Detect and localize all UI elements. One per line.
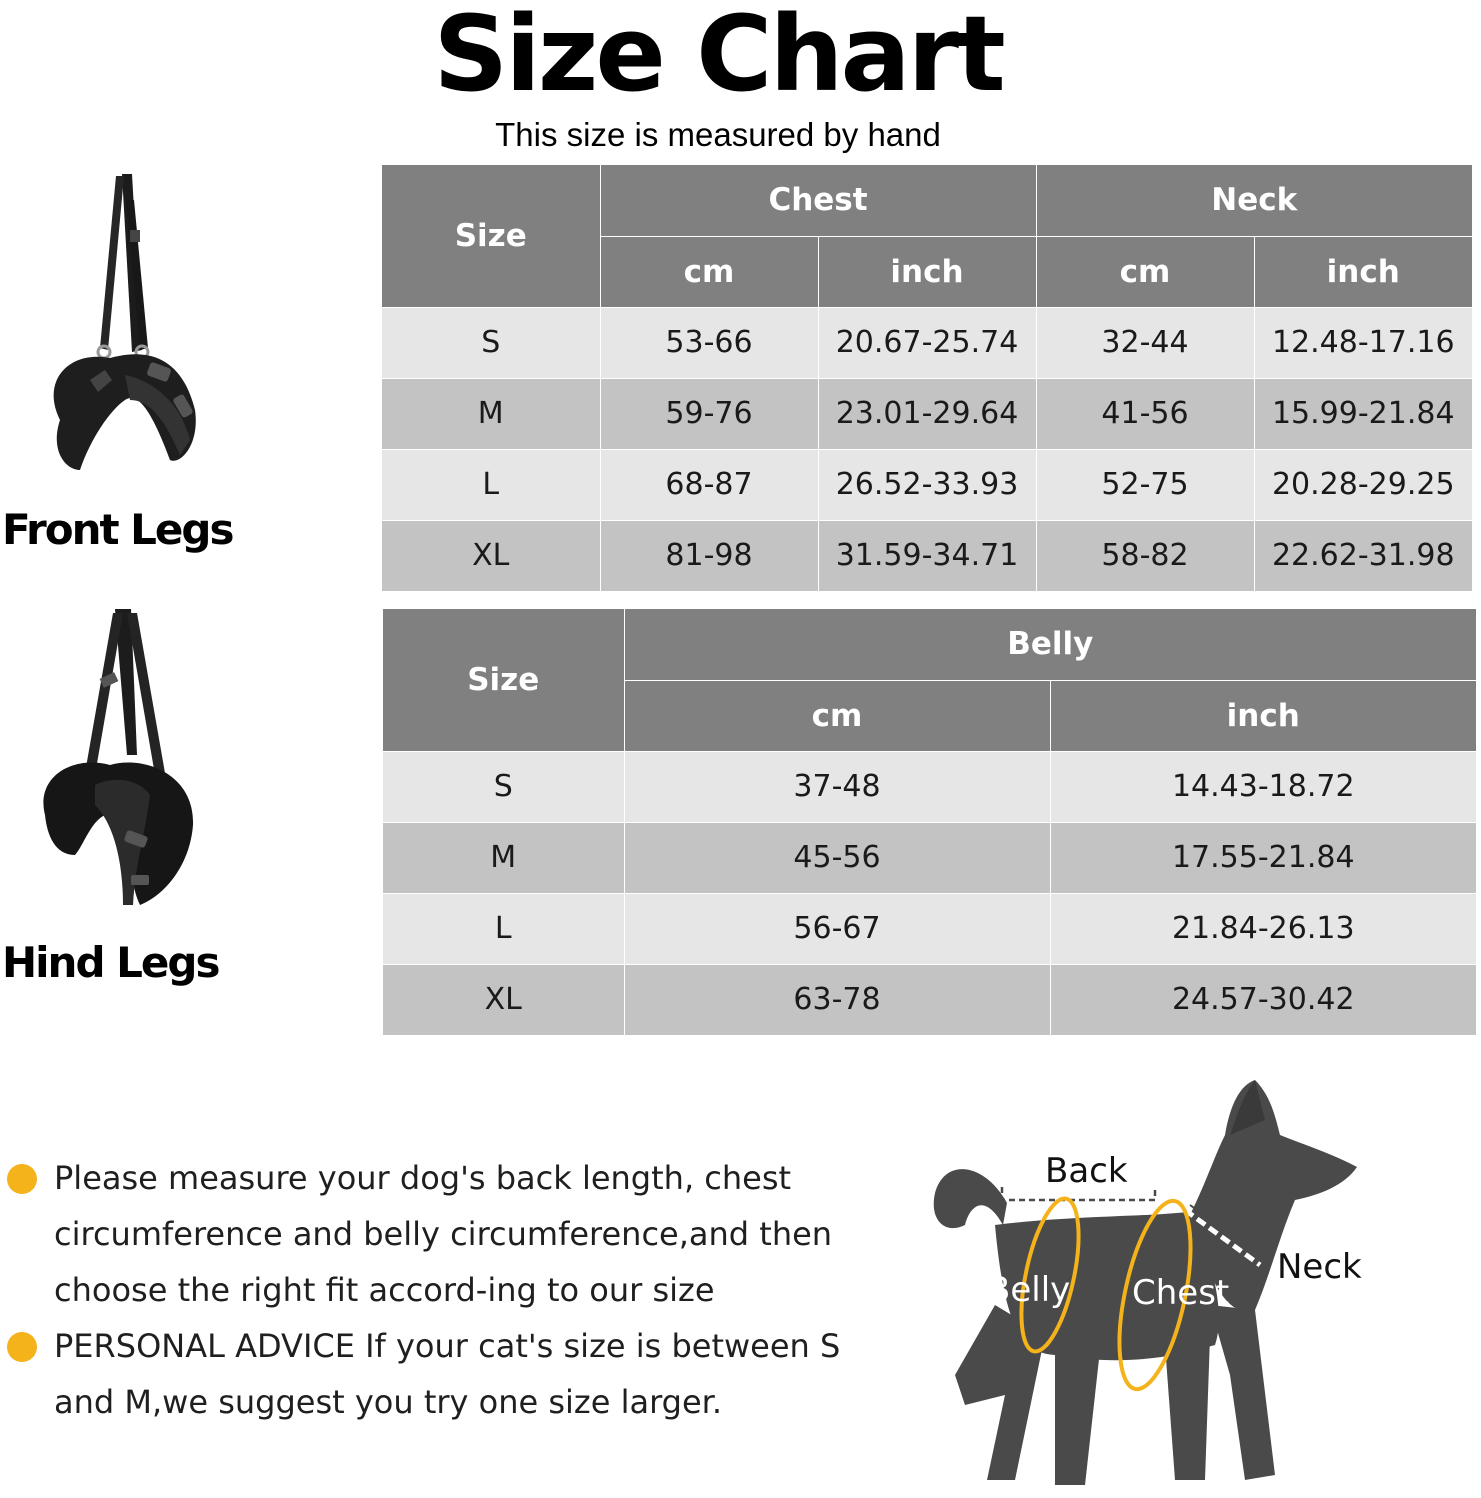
- belly-header: Belly: [624, 609, 1476, 680]
- table-cell: 56-67: [624, 893, 1050, 964]
- diagram-back-label: Back: [1045, 1151, 1128, 1191]
- hind-legs-label: Hind Legs: [2, 938, 219, 987]
- unit-header: inch: [818, 236, 1036, 307]
- table-cell: 21.84-26.13: [1050, 893, 1476, 964]
- front-size-table: [382, 165, 1472, 592]
- table-row: [383, 893, 1476, 964]
- front-leg-harness-icon: [30, 170, 210, 495]
- table-cell: M: [383, 822, 624, 893]
- table-cell: XL: [383, 964, 624, 1035]
- table-cell: 15.99-21.84: [1254, 378, 1472, 449]
- table-cell: 32-44: [1036, 307, 1254, 378]
- page-title: Size Chart: [433, 0, 1003, 115]
- size-header: Size: [383, 609, 624, 751]
- note-text: Please measure your dog's back length, chest circumference and belly circumference,and then choose the right fit accord-ing to our size: [54, 1159, 833, 1309]
- table-row: [383, 822, 1476, 893]
- table-row: [382, 307, 1472, 378]
- table-cell: 45-56: [624, 822, 1050, 893]
- diagram-belly-label: Belly: [987, 1270, 1071, 1310]
- table-cell: 52-75: [1036, 449, 1254, 520]
- diagram-chest-label: Chest: [1132, 1273, 1230, 1313]
- table-row: [383, 751, 1476, 822]
- diagram-neck-label: Neck: [1277, 1247, 1362, 1287]
- hind-size-table: [383, 609, 1476, 1036]
- table-cell: 53-66: [600, 307, 818, 378]
- table-cell: 26.52-33.93: [818, 449, 1036, 520]
- hind-leg-harness-icon: [35, 605, 205, 915]
- table-cell: 22.62-31.98: [1254, 520, 1472, 591]
- table-cell: 20.28-29.25: [1254, 449, 1472, 520]
- note-item: [0, 1318, 860, 1430]
- table-cell: 20.67-25.74: [818, 307, 1036, 378]
- table-cell: L: [383, 893, 624, 964]
- table-cell: 58-82: [1036, 520, 1254, 591]
- table-cell: 12.48-17.16: [1254, 307, 1472, 378]
- table-cell: 23.01-29.64: [818, 378, 1036, 449]
- unit-header: cm: [600, 236, 818, 307]
- table-cell: 37-48: [624, 751, 1050, 822]
- table-cell: 59-76: [600, 378, 818, 449]
- table-cell: 68-87: [600, 449, 818, 520]
- table-cell: S: [383, 751, 624, 822]
- unit-header: inch: [1050, 680, 1476, 751]
- notes-list: [0, 1150, 860, 1430]
- bullet-dot-icon: [7, 1332, 37, 1362]
- neck-header: Neck: [1036, 165, 1472, 236]
- dog-measure-diagram: [925, 1075, 1375, 1495]
- table-cell: 31.59-34.71: [818, 520, 1036, 591]
- table-row: [382, 520, 1472, 591]
- table-cell: 81-98: [600, 520, 818, 591]
- note-item: [0, 1150, 860, 1318]
- table-cell: XL: [382, 520, 600, 591]
- table-row: [383, 964, 1476, 1035]
- note-text: PERSONAL ADVICE If your cat's size is between S and M,we suggest you try one size larger.: [54, 1327, 841, 1421]
- table-cell: M: [382, 378, 600, 449]
- page-subtitle: This size is measured by hand: [495, 116, 941, 153]
- unit-header: cm: [1036, 236, 1254, 307]
- front-legs-label: Front Legs: [2, 505, 233, 554]
- unit-header: inch: [1254, 236, 1472, 307]
- size-header: Size: [382, 165, 600, 307]
- table-cell: 63-78: [624, 964, 1050, 1035]
- table-cell: 24.57-30.42: [1050, 964, 1476, 1035]
- chest-header: Chest: [600, 165, 1036, 236]
- table-cell: 14.43-18.72: [1050, 751, 1476, 822]
- table-row: [382, 378, 1472, 449]
- table-cell: L: [382, 449, 600, 520]
- unit-header: cm: [624, 680, 1050, 751]
- table-cell: 17.55-21.84: [1050, 822, 1476, 893]
- table-cell: 41-56: [1036, 378, 1254, 449]
- table-cell: S: [382, 307, 600, 378]
- table-row: [382, 449, 1472, 520]
- bullet-dot-icon: [7, 1164, 37, 1194]
